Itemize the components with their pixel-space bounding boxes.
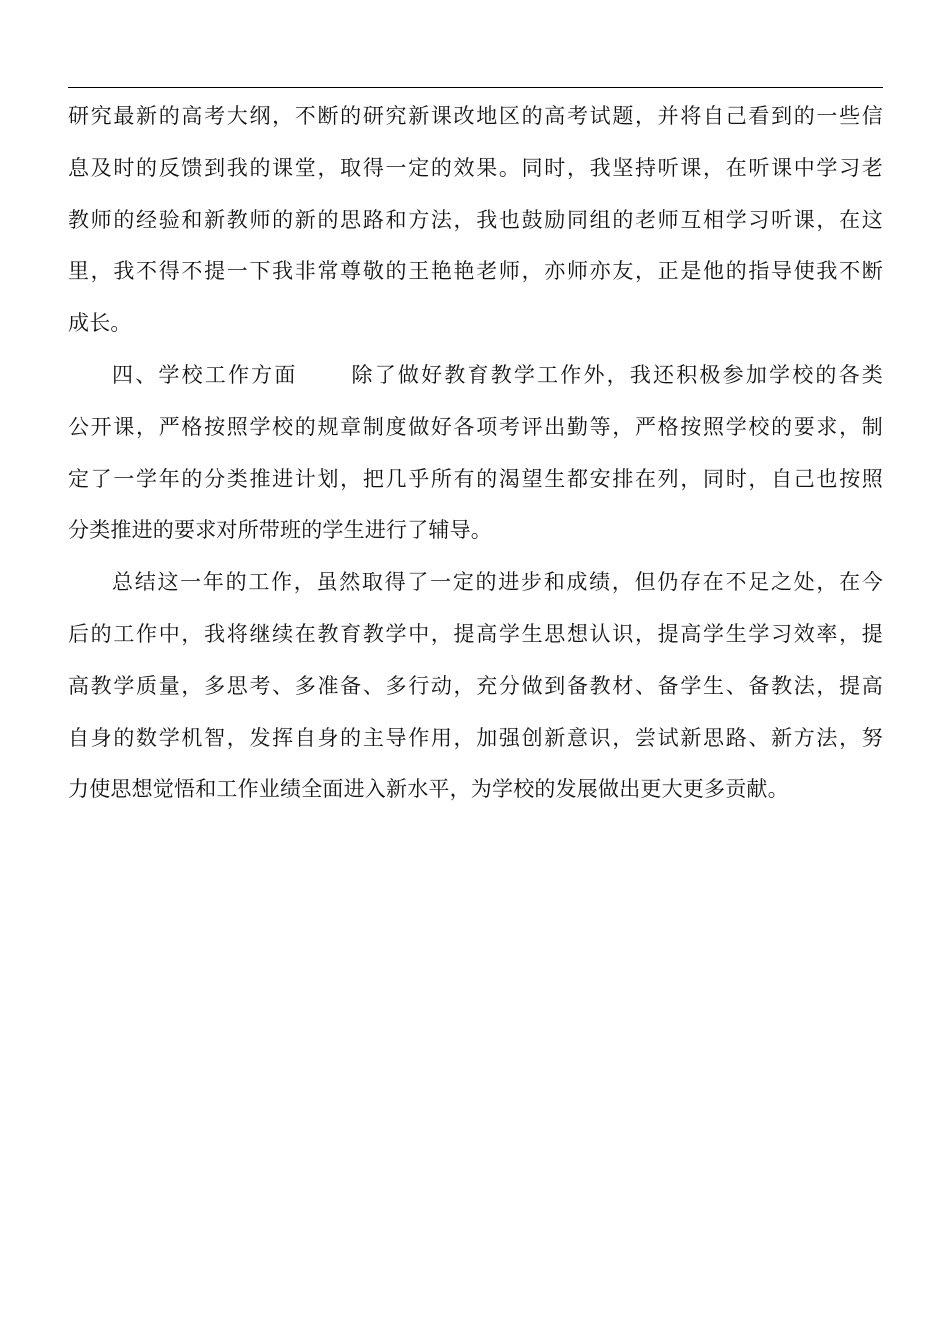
paragraph-line: 里，我不得不提一下我非常尊敬的王艳艳老师，亦师亦友，正是他的指导使我不断 bbox=[68, 259, 883, 284]
paragraph-line: 教师的经验和新教师的新的思路和方法，我也鼓励同组的老师互相学习听课，在这 bbox=[68, 207, 883, 232]
header-rule bbox=[68, 87, 883, 88]
paragraph-line: 自身的数学机智，发挥自身的主导作用，加强创新意识，尝试新思路、新方法，努 bbox=[68, 725, 883, 750]
paragraph-text: 除了做好教育教学工作外，我还积极参加学校的各类 bbox=[349, 362, 883, 387]
paragraph-line: 后的工作中，我将继续在教育教学中，提高学生思想认识，提高学生学习效率，提 bbox=[68, 621, 883, 646]
section-heading-line bbox=[68, 350, 883, 402]
document-body bbox=[68, 91, 883, 816]
paragraph-line: 定了一学年的分类推进计划，把几乎所有的渴望生都安排在列，同时，自己也按照 bbox=[68, 466, 883, 491]
paragraph-line: 总结这一年的工作，虽然取得了一定的进步和成绩，但仍存在不足之处，在今 bbox=[112, 570, 883, 595]
paragraph-line: 高教学质量，多思考、多准备、多行动，充分做到备教材、备学生、备教法，提高 bbox=[68, 673, 883, 698]
section-heading: 四、学校工作方面 bbox=[112, 362, 298, 387]
paragraph-line: 研究最新的高考大纲，不断的研究新课改地区的高考试题，并将自己看到的一些信 bbox=[68, 104, 883, 128]
paragraph-line: 成长。 bbox=[68, 311, 132, 336]
paragraph-line: 分类推进的要求对所带班的学生进行了辅导。 bbox=[68, 518, 492, 543]
paragraph-line: 息及时的反馈到我的课堂，取得一定的效果。同时，我坚持听课，在听课中学习老 bbox=[68, 155, 883, 180]
paragraph-line: 公开课，严格按照学校的规章制度做好各项考评出勤等，严格按照学校的要求，制 bbox=[68, 414, 883, 439]
paragraph-line: 力使思想觉悟和工作业绩全面进入新水平，为学校的发展做出更大更多贡献。 bbox=[68, 777, 789, 802]
